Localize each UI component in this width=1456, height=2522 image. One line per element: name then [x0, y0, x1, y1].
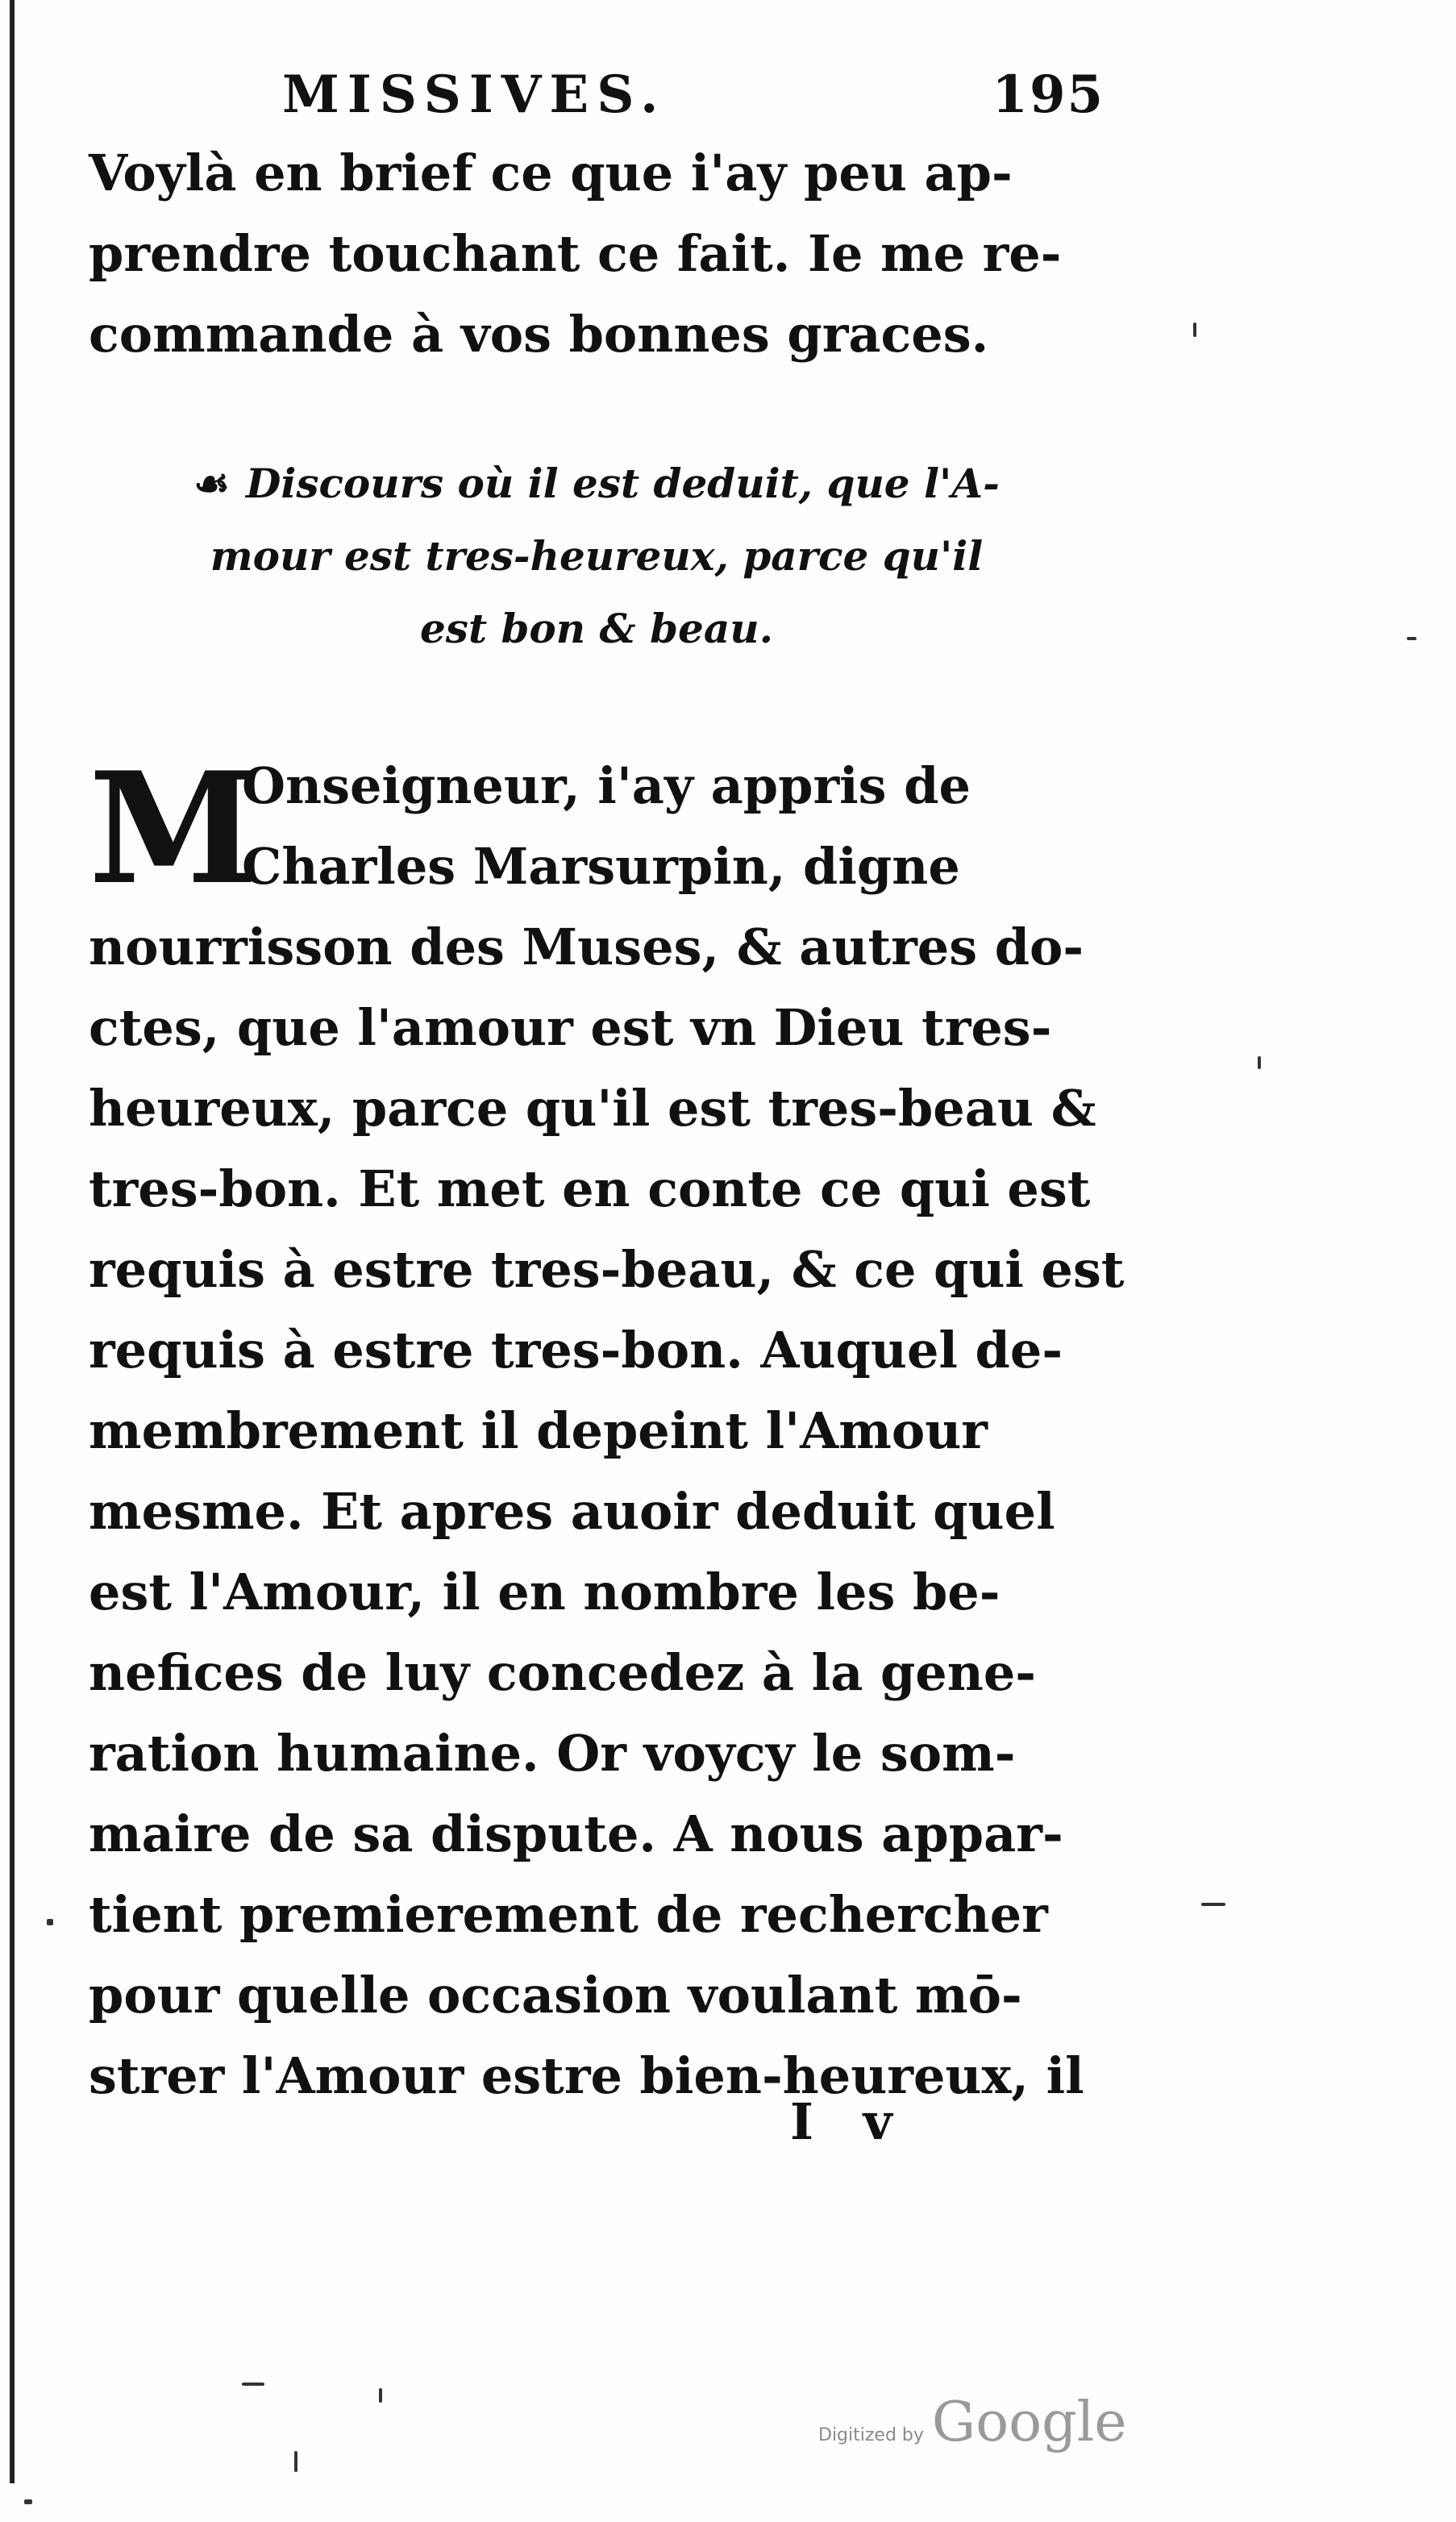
digitized-watermark — [818, 2391, 1127, 2454]
intro-paragraph — [89, 133, 1104, 375]
running-title: MISSIVES. — [282, 65, 667, 125]
text-line: nefices de luy concedez à la gene- — [89, 1643, 1037, 1702]
page-number: 195 — [992, 65, 1104, 125]
scan-speck — [379, 2388, 382, 2403]
text-line: ration humaine. Or voycy le som- — [89, 1724, 1016, 1783]
heading-line: mour est tres-heureux, parce qu'il — [210, 532, 984, 580]
scan-speck — [1407, 637, 1416, 640]
heading-line — [89, 447, 1104, 520]
scan-speck — [1258, 1056, 1261, 1069]
text-line: pour quelle occasion voulant mō- — [89, 1966, 1022, 2025]
watermark-logo-text: Google — [931, 2391, 1127, 2454]
scan-speck — [1201, 1903, 1225, 1906]
text-line: heureux, parce qu'il est tres-beau & — [89, 1079, 1096, 1138]
main-paragraph — [89, 739, 1125, 2116]
scan-speck — [242, 2383, 264, 2386]
fleuron-icon: ☙ — [193, 460, 230, 507]
signature-mark: I v — [790, 2092, 909, 2151]
heading-line-text: Discours où il est deduit, que l'A- — [245, 460, 1000, 507]
scan-speck — [47, 1919, 53, 1925]
text-line: Charles Marsurpin, digne — [242, 837, 960, 896]
scan-speck — [24, 2499, 32, 2504]
text-line: maire de sa dispute. A nous appar- — [89, 1804, 1063, 1863]
text-line: Onseigneur, i'ay appris de — [242, 756, 971, 815]
text-line: strer l'Amour estre bien-heureux, il — [89, 2046, 1084, 2105]
scan-speck — [294, 2451, 297, 2472]
page-spine-edge — [10, 0, 15, 2483]
text-line: requis à estre tres-beau, & ce qui est — [89, 1240, 1125, 1299]
section-heading — [89, 447, 1104, 665]
text-line: tres-bon. Et met en conte ce qui est — [89, 1159, 1091, 1218]
heading-line: est bon & beau. — [419, 605, 773, 652]
text-line: Voylà en brief ce que i'ay peu ap- — [89, 144, 1013, 202]
text-line: tient premierement de rechercher — [89, 1885, 1048, 1944]
watermark-small-text: Digitized by — [818, 2425, 924, 2445]
text-line: requis à estre tres-bon. Auquel de- — [89, 1321, 1063, 1380]
text-line: est l'Amour, il en nombre les be- — [89, 1563, 1000, 1621]
drop-cap: M — [89, 739, 259, 918]
scan-speck — [1193, 323, 1196, 337]
text-line: mesme. Et apres auoir deduit quel — [89, 1482, 1055, 1541]
text-line: commande à vos bonnes graces. — [89, 305, 989, 364]
text-line: nourrisson des Muses, & autres do- — [89, 918, 1084, 976]
text-line: prendre touchant ce fait. Ie me re- — [89, 224, 1062, 283]
text-line: ctes, que l'amour est vn Dieu tres- — [89, 998, 1052, 1057]
page-header — [282, 65, 1104, 137]
text-line: membrement il depeint l'Amour — [89, 1401, 988, 1460]
